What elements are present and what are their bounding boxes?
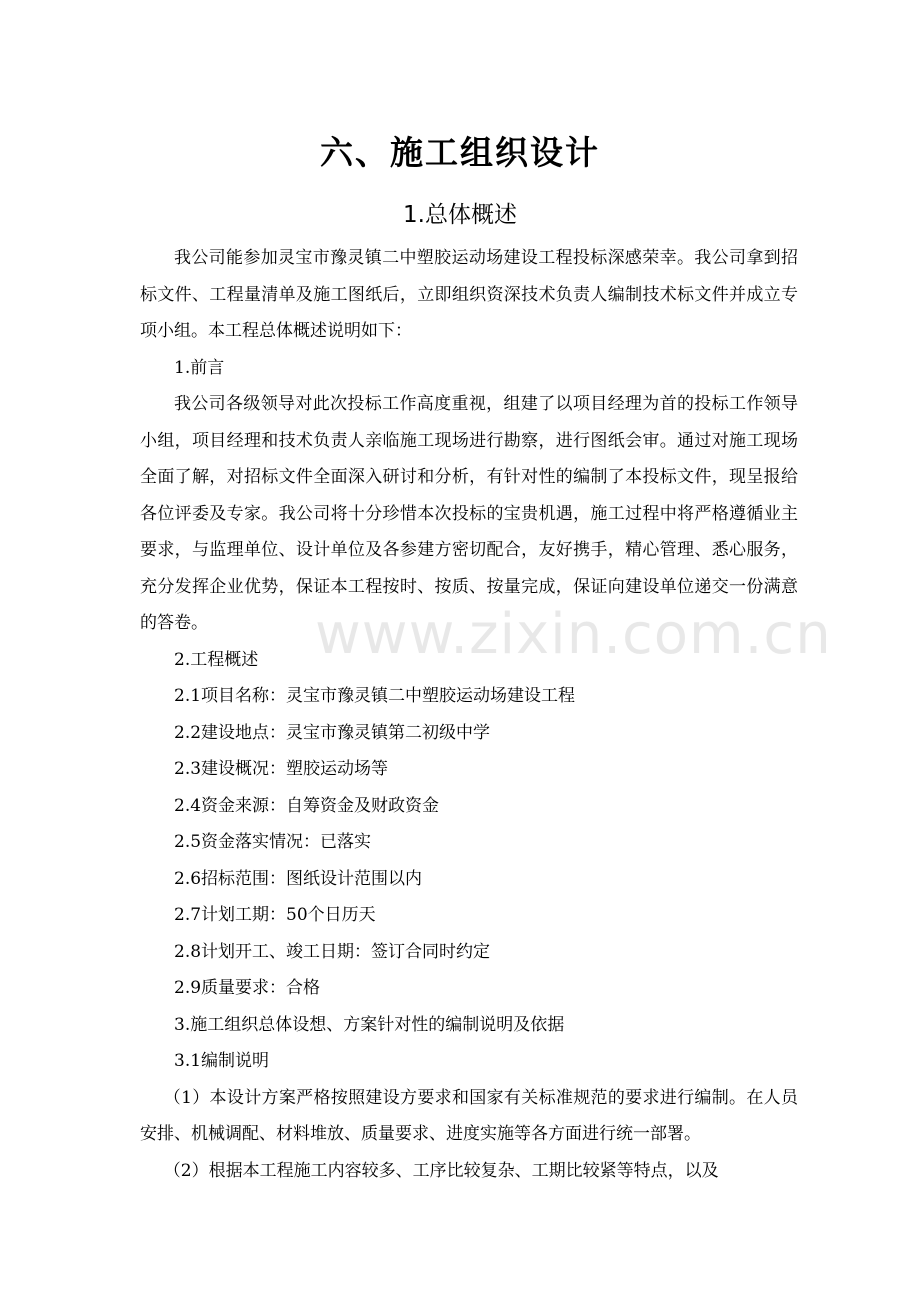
project-item: 2.8计划开工、竣工日期：签订合同时约定: [174, 941, 491, 962]
document-body: [140, 240, 798, 1189]
watermark: www.zixin.com.cn: [315, 602, 832, 667]
note-paragraph: （2）根据本工程施工内容较多、工序比较复杂、工期比较紧等特点，以及: [163, 1160, 719, 1181]
heading-construction-plan: 3.施工组织总体设想、方案针对性的编制说明及依据: [174, 1014, 565, 1035]
project-item: 2.4资金来源：自筹资金及财政资金: [174, 795, 440, 816]
project-item: 2.7计划工期：50个日历天: [174, 905, 376, 925]
project-item: 2.9质量要求：合格: [174, 978, 321, 998]
section-title: 1.总体概述: [403, 202, 517, 228]
document-title: 六、施工组织设计: [320, 133, 600, 172]
project-item: 2.6招标范围：图纸设计范围以内: [174, 868, 423, 889]
preface-paragraph: 我公司各级领导对此次投标工作高度重视，组建了以项目经理为首的投标工作领导小组，项目经理和技术负责人亲临施工现场进行勘察，进行图纸会审。通过对施工现场全面了解，对招标文件全面深入研讨和分析，有针对性的编制了本投标文件，现呈报给各位评委及专家。我公司将十分珍惜本次投标的宝贵机遇，施工过程中将严格遵循业主要求，与监理单位、设计单位及各参建方密切配合，友好携手，精心管理、悉心服务，充分发挥企业优势，保证本工程按时、按质、按量完成，保证向建设单位递交一份满意的答卷。: [140, 394, 798, 633]
intro-paragraph: 我公司能参加灵宝市豫灵镇二中塑胶运动场建设工程投标深感荣幸。我公司拿到招标文件、工程量清单及施工图纸后，立即组织资深技术负责人编制技术标文件并成立专项小组。本工程总体概述说明如下：: [140, 248, 798, 341]
heading-compilation-notes: 3.1编制说明: [174, 1051, 270, 1071]
project-item: 2.2建设地点：灵宝市豫灵镇第二初级中学: [174, 722, 491, 743]
project-item: 2.1项目名称：灵宝市豫灵镇二中塑胶运动场建设工程: [174, 686, 576, 706]
heading-preface: 1.前言: [174, 357, 225, 378]
note-paragraph: （1）本设计方案严格按照建设方要求和国家有关标准规范的要求进行编制。在人员安排、机械调配、材料堆放、质量要求、进度实施等各方面进行统一部署。: [140, 1087, 798, 1144]
project-item: 2.3建设概况：塑胶运动场等: [174, 759, 389, 779]
heading-project-overview: 2.工程概述: [174, 649, 259, 670]
project-item: 2.5资金落实情况：已落实: [174, 832, 372, 852]
